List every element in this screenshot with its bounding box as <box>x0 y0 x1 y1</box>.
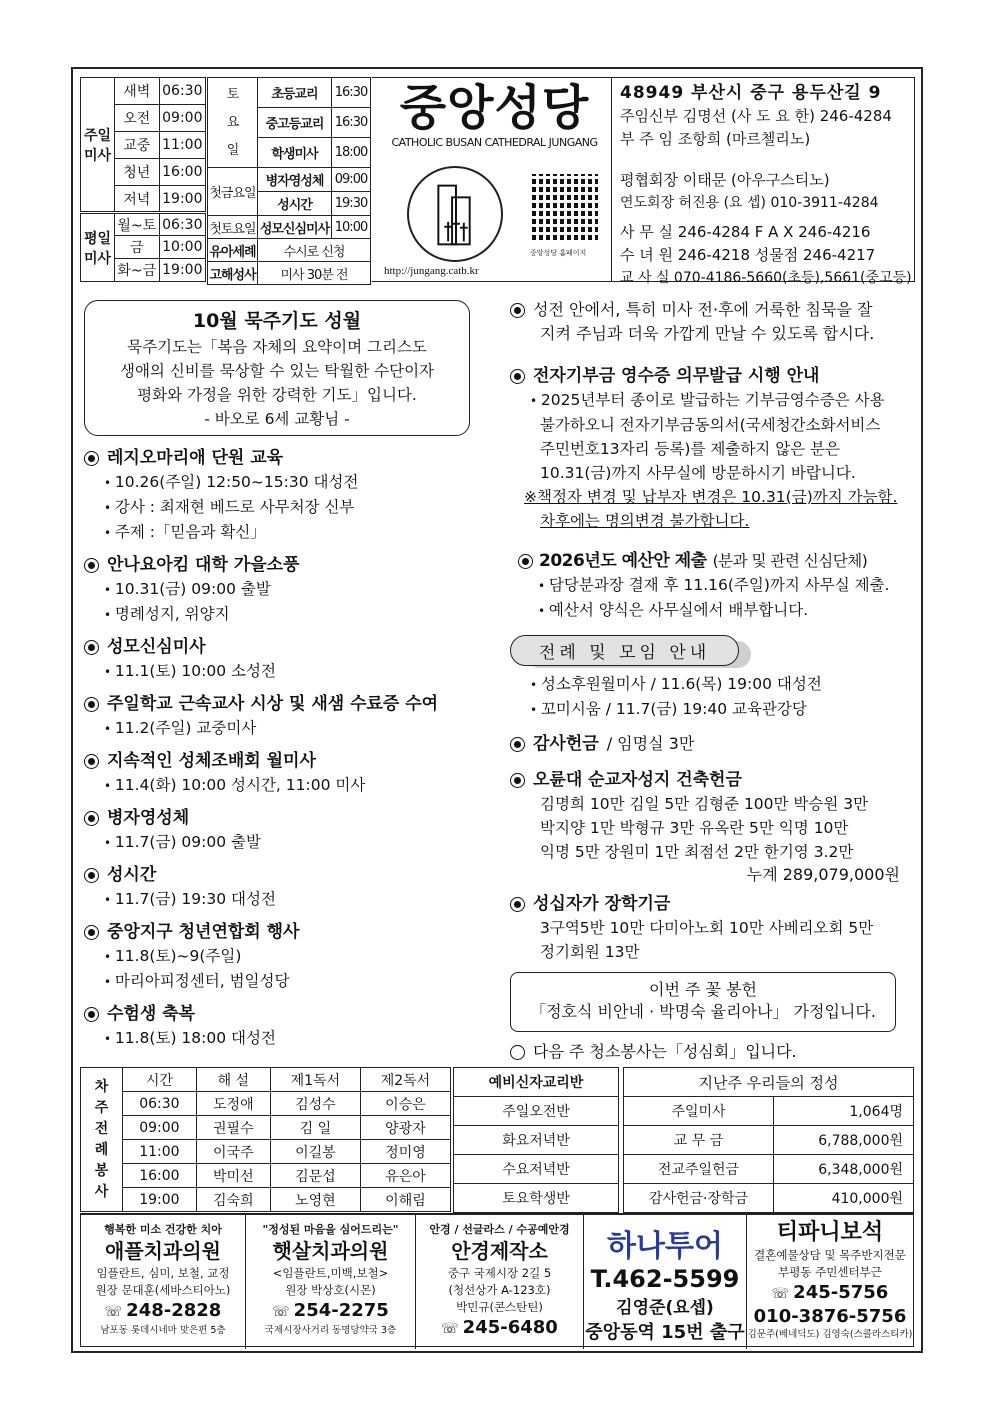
rosary-line: 생애의 신비를 묵상할 수 있는 탁월한 수단이자 <box>119 362 435 380</box>
rosary-month-box <box>84 300 470 436</box>
offering-amount: 6,788,000원 <box>774 1126 914 1155</box>
confession-label: 고해성사 <box>208 262 258 285</box>
budget-item: • 예산서 양식은 사무실에서 배부합니다. <box>510 598 920 623</box>
flower-text: 「정호식 비안네 · 박명숙 율리아나」 가정입니다. <box>530 1002 876 1021</box>
server-name: 정미영 <box>360 1140 450 1164</box>
circle-bullet-icon <box>510 1045 525 1060</box>
mass-name: 교중 <box>115 132 160 159</box>
column-header: 해 설 <box>196 1068 270 1092</box>
section-item: • 마리아피정센터, 범일성당 <box>84 969 500 994</box>
section-item: • 11.7(금) 09:00 출발 <box>84 830 500 855</box>
cleaning-notice <box>510 1040 920 1064</box>
section-title: 2026년도 예산안 제출 <box>539 551 707 571</box>
offering-amount: 6,348,000원 <box>774 1155 914 1184</box>
serving-label: 차 주 전 례 봉 사 <box>81 1068 123 1212</box>
radio-bullet-icon <box>510 773 525 788</box>
offering-amount: 1,064명 <box>774 1097 914 1126</box>
sunday-mass-label: 주일 미사 <box>81 78 115 213</box>
ad-phone: 254-2275 <box>293 1300 389 1321</box>
ad-footer: 남포동 롯데시네마 맞은편 5층 <box>100 1325 226 1336</box>
announcement-section <box>84 806 500 855</box>
announcement-section <box>84 863 500 912</box>
flower-offering-box <box>510 972 896 1032</box>
serving-time: 16:00 <box>123 1164 197 1188</box>
radio-bullet-icon <box>84 868 99 883</box>
catechism-class: 토요학생반 <box>454 1184 619 1213</box>
phone-icon: ☏ <box>104 1304 123 1320</box>
scholarship-title <box>510 892 920 916</box>
receipt-line: 주민번호13자리 등록)를 제출하지 않은 분은 <box>540 440 841 458</box>
mass-time: 06:30 <box>159 78 205 105</box>
schedule-name: 학생미사 <box>258 138 332 168</box>
offering-row <box>624 1184 914 1213</box>
announcements-right <box>510 298 920 1064</box>
ad-line: 원장 문대훈(세바스티아노) <box>95 1283 231 1297</box>
liturgy-heading-pill: 전례 및 모임 안내 <box>510 635 739 666</box>
section-title: 성모신심미사 <box>107 637 206 657</box>
server-name: 이국주 <box>196 1140 270 1164</box>
ad-phone-2: 010-3876-5756 <box>753 1306 907 1327</box>
weekday-mass-label: 평일 미사 <box>81 213 115 282</box>
phone-icon: ☏ <box>441 1321 459 1337</box>
schedule-name: 성모신심미사 <box>258 216 332 239</box>
section-title: 안나요아킴 대학 가을소풍 <box>107 555 300 575</box>
column-header: 제1독서 <box>270 1068 360 1092</box>
rosary-attribution: - 바오로 6세 교황님 - <box>204 410 350 428</box>
website-link[interactable]: http://jungang.catb.kr <box>384 265 479 277</box>
serving-time: 19:00 <box>123 1188 197 1212</box>
advertisement <box>747 1215 913 1349</box>
server-name: 양광자 <box>360 1116 450 1140</box>
liturgy-item: • 꼬미시움 / 11.7(금) 19:40 교육관강당 <box>510 697 920 722</box>
mass-name: 오전 <box>115 105 160 132</box>
offering-label: 주일미사 <box>624 1097 774 1126</box>
offering-label: 감사헌금·장학금 <box>624 1184 774 1213</box>
ad-phone-row <box>416 1316 583 1341</box>
ad-location: 중앙동역 15번 출구 <box>585 1322 745 1343</box>
catechism-class: 주일오전반 <box>454 1097 619 1126</box>
section-title-row <box>84 446 500 470</box>
logo-area <box>372 77 612 282</box>
teacher-phone-line: 교 사 실 070-4186-5660(초등),5661(중고등) <box>620 270 912 286</box>
receipt-line: 10.31(금)까지 사무실에 방문하시기 바랍니다. <box>540 464 856 482</box>
schedule-time: 10:00 <box>332 216 371 239</box>
ad-line: 임플란트, 심미, 보철, 교정 <box>96 1266 230 1280</box>
ad-line: 박민규(콘스탄틴) <box>456 1300 543 1314</box>
server-name: 이승은 <box>360 1092 450 1116</box>
announcement-section <box>84 635 500 684</box>
offering-row <box>624 1155 914 1184</box>
radio-bullet-icon <box>84 640 99 655</box>
schedule-time: 09:00 <box>332 168 371 192</box>
mass-name: 저녁 <box>115 186 160 213</box>
serving-row <box>81 1140 451 1164</box>
offering-header-row <box>624 1068 914 1097</box>
serving-header-row <box>81 1068 451 1092</box>
weekday-mass-row <box>81 213 206 236</box>
convent-phone-line: 수 녀 원 246-4218 성물점 246-4217 <box>620 246 876 264</box>
silence-line: 지켜 주님과 더욱 가깝게 만날 수 있도록 합시다. <box>540 324 875 343</box>
silence-line: 성전 안에서, 특히 미사 전·후에 거룩한 침묵을 잘 <box>533 300 873 319</box>
section-item: • 11.4(화) 10:00 성시간, 11:00 미사 <box>84 773 500 798</box>
section-title: 레지오마리애 단원 교육 <box>107 448 284 468</box>
cumulative-total: 누계 289,079,000원 <box>746 865 900 884</box>
rosary-title: 10월 묵주기도 성월 <box>192 310 362 332</box>
ad-phone-row <box>747 1281 913 1306</box>
ad-tagline: "정성된 마음을 심어드리는" <box>262 1223 399 1236</box>
mass-time: 19:00 <box>159 259 205 282</box>
section-title-row <box>84 1002 500 1026</box>
offering-header: 지난주 우리들의 정성 <box>624 1068 914 1097</box>
confession-value: 미사 30분 전 <box>258 262 371 285</box>
mass-name: 화~금 <box>115 259 160 282</box>
offering-label: 전교주일헌금 <box>624 1155 774 1184</box>
serving-row <box>81 1188 451 1212</box>
server-name: 도정애 <box>196 1092 270 1116</box>
offering-table <box>623 1067 914 1213</box>
server-name: 박미선 <box>196 1164 270 1188</box>
catechism-table <box>453 1067 619 1213</box>
mass-time: 09:00 <box>159 105 205 132</box>
mass-time: 19:00 <box>159 186 205 213</box>
budget-section-title <box>510 549 920 573</box>
serving-time: 06:30 <box>123 1092 197 1116</box>
section-title: 오륜대 순교자성지 건축헌금 <box>533 770 742 790</box>
section-title: 성십자가 장학기금 <box>533 894 671 914</box>
receipt-line: • 2025년부터 종이로 발급하는 기부금영수증은 사용 <box>510 388 920 413</box>
radio-bullet-icon <box>84 754 99 769</box>
schedule-time: 16:30 <box>332 78 371 108</box>
server-name: 김성수 <box>270 1092 360 1116</box>
ad-tagline: 행복한 미소 건강한 치아 <box>104 1223 222 1236</box>
ad-name: 하나투어 <box>607 1229 723 1264</box>
mass-name: 금 <box>115 236 160 259</box>
mass-schedule-left <box>80 77 206 282</box>
section-item: • 10.26(주일) 12:50~15:30 대성전 <box>84 470 500 495</box>
ads-strip <box>80 1213 914 1347</box>
section-item: • 11.7(금) 19:30 대성전 <box>84 887 500 912</box>
mass-name: 월~토 <box>115 213 160 236</box>
catechism-row <box>454 1184 619 1213</box>
baptism-value: 수시로 신청 <box>258 239 371 262</box>
schedule-time: 19:30 <box>332 192 371 216</box>
section-title: 지속적인 성체조배회 월미사 <box>107 751 316 771</box>
server-name: 김숙희 <box>196 1188 270 1212</box>
advertisement <box>81 1215 246 1349</box>
ad-phone: T.462-5599 <box>590 1265 740 1293</box>
thanks-offering-title <box>510 732 920 756</box>
radio-bullet-icon <box>84 925 99 940</box>
server-name: 이해림 <box>360 1188 450 1212</box>
donor-line: 정기회원 13만 <box>540 943 640 961</box>
church-info <box>612 77 915 286</box>
offering-label: 교 무 금 <box>624 1126 774 1155</box>
ad-line: (청선상가 A-123호) <box>448 1283 551 1297</box>
serving-row <box>81 1116 451 1140</box>
mass-time: 06:30 <box>159 213 205 236</box>
radio-bullet-icon <box>510 303 525 318</box>
radio-bullet-icon <box>518 554 533 569</box>
qr-code-icon[interactable] <box>532 174 598 240</box>
ad-phone: 245-6480 <box>462 1317 558 1338</box>
section-item: • 11.8(토) 18:00 대성전 <box>84 1026 500 1051</box>
server-name: 노영현 <box>270 1188 360 1212</box>
announcement-section <box>84 553 500 627</box>
section-title-row <box>84 806 500 830</box>
radio-bullet-icon <box>84 697 99 712</box>
budget-item: • 담당분과장 결재 후 11.16(주일)까지 사무실 제출. <box>510 573 920 598</box>
schedule-name: 초등교리 <box>258 78 332 108</box>
receipt-line: 불가하오니 전자기부금동의서(국세청간소화서비스 <box>540 416 881 434</box>
mass-name: 청년 <box>115 159 160 186</box>
rosary-line: 평화와 가정을 위한 강력한 기도」입니다. <box>137 386 417 404</box>
catechism-row <box>454 1126 619 1155</box>
ad-footer: 국제시장사거리 동명당약국 3층 <box>264 1325 397 1336</box>
ad-line: 원장 박상호(시몬) <box>285 1283 376 1297</box>
section-title-row <box>84 920 500 944</box>
rosary-line: 묵주기도는「복음 자체의 요약이며 그리스도 <box>127 338 427 356</box>
church-seal-icon <box>407 166 503 262</box>
ad-phone-row <box>246 1299 415 1324</box>
radio-bullet-icon <box>84 558 99 573</box>
receipt-section-title <box>510 364 920 388</box>
flower-title: 이번 주 꽃 봉헌 <box>649 980 757 999</box>
ad-contact: 김영준(요셉) <box>616 1298 714 1318</box>
announcement-section <box>84 1002 500 1051</box>
serving-row <box>81 1092 451 1116</box>
section-item: • 명례성지, 위양지 <box>84 602 500 627</box>
church-english-name: CATHOLIC BUSAN CATHEDRAL JUNGANG <box>391 136 598 149</box>
mass-time: 10:00 <box>159 236 205 259</box>
section-item: • 강사 : 최재현 베드로 사무처장 신부 <box>84 495 500 520</box>
radio-bullet-icon <box>510 737 525 752</box>
schedule-name: 성시간 <box>258 192 332 216</box>
liturgy-item: • 성소후원월미사 / 11.6(목) 19:00 대성전 <box>510 672 920 697</box>
first-saturday-label: 첫토요일 <box>208 216 258 239</box>
radio-bullet-icon <box>510 897 525 912</box>
funeral-president-line: 연도회장 허진용 (요 셉) 010-3911-4284 <box>620 195 879 211</box>
column-header: 제2독서 <box>360 1068 450 1092</box>
schedule-time: 16:30 <box>332 108 371 138</box>
ad-name: 안경제작소 <box>451 1239 548 1263</box>
ad-name: 햇살치과의원 <box>272 1239 389 1263</box>
donor-line: 박지양 1만 박형규 3만 유옥란 5만 익명 10만 <box>540 819 849 837</box>
catechism-header: 예비신자교리반 <box>454 1068 619 1097</box>
phone-icon: ☏ <box>771 1286 790 1302</box>
ad-line: 중구 국제시장 2길 5 <box>447 1266 552 1280</box>
section-item: • 11.2(주일) 교중미사 <box>84 716 500 741</box>
radio-bullet-icon <box>84 451 99 466</box>
section-title-row <box>84 553 500 577</box>
schedule-name: 병자영성체 <box>258 168 332 192</box>
schedule-name: 중고등교리 <box>258 108 332 138</box>
radio-bullet-icon <box>510 369 525 384</box>
radio-bullet-icon <box>84 1007 99 1022</box>
phone-icon: ☏ <box>272 1304 290 1320</box>
first-friday-label: 첫금요일 <box>208 168 258 216</box>
mass-name: 새벽 <box>115 78 160 105</box>
office-phone-line: 사 무 실 246-4284 F A X 246-4216 <box>620 223 871 241</box>
server-name: 유은아 <box>360 1164 450 1188</box>
sunday-mass-row <box>81 78 206 105</box>
serving-table <box>80 1067 451 1212</box>
announcement-section <box>84 749 500 798</box>
schedule-time: 18:00 <box>332 138 371 168</box>
ad-name: 티파니보석 <box>776 1220 884 1245</box>
offering-amount: 410,000원 <box>774 1184 914 1213</box>
section-title: 병자영성체 <box>107 808 190 828</box>
section-title: 수험생 축복 <box>107 1004 196 1024</box>
receipt-note: 차후에는 명의변경 불가합니다. <box>540 512 750 530</box>
section-title-row <box>84 749 500 773</box>
section-title: 전자기부금 영수증 의무발급 시행 안내 <box>533 366 820 386</box>
oryundae-title <box>510 768 920 792</box>
section-item: • 11.8(토)~9(주일) <box>84 944 500 969</box>
advertisement <box>584 1215 747 1349</box>
section-title-row <box>84 635 500 659</box>
baptism-label: 유아세례 <box>208 239 258 262</box>
section-title: 성시간 <box>107 865 157 885</box>
donor-line: 익명 5만 장원미 1만 최점선 2만 한기영 3.2만 <box>540 843 854 861</box>
column-header: 시간 <box>123 1068 197 1092</box>
ad-line: 부평동 주민센터부근 <box>778 1265 882 1279</box>
server-name: 김 일 <box>270 1116 360 1140</box>
receipt-note: ※책정자 변경 및 납부자 변경은 10.31(금)까지 가능함. <box>524 488 898 506</box>
server-name: 권필수 <box>196 1116 270 1140</box>
donor-line: 3구역5반 10만 다미아노회 10만 사베리오회 5만 <box>540 919 874 937</box>
announcement-section <box>84 692 500 741</box>
church-name-logo: 중앙성당 <box>399 80 590 136</box>
section-title: 중앙지구 청년연합회 행사 <box>107 922 300 942</box>
pastor-line: 주임신부 김명선 (사 도 요 한) 246-4284 <box>620 107 892 125</box>
radio-bullet-icon <box>84 811 99 826</box>
section-title-row <box>84 692 500 716</box>
serving-row <box>81 1164 451 1188</box>
ad-line: 결혼예물상담 및 목주반지전문 <box>754 1248 906 1262</box>
catechism-row <box>454 1097 619 1126</box>
ad-footer: 김문주(베네딕도) 김영숙(스콜라스티카) <box>747 1329 913 1340</box>
ad-name: 애플치과의원 <box>105 1239 221 1263</box>
ad-phone: 248-2828 <box>126 1300 222 1321</box>
serving-time: 09:00 <box>123 1116 197 1140</box>
advertisement <box>246 1215 416 1349</box>
cleaning-text: 다음 주 청소봉사는「성심회」입니다. <box>533 1042 797 1061</box>
section-item: • 주제 :「믿음과 확신」 <box>84 520 500 545</box>
catechism-header-row <box>454 1068 619 1097</box>
section-title-row <box>84 863 500 887</box>
silence-notice <box>510 298 920 322</box>
thanks-offering-detail: / 임명실 3만 <box>606 734 695 753</box>
catechism-class: 수요저녁반 <box>454 1155 619 1184</box>
ad-line: <임플란트,미백,보철> <box>272 1266 389 1280</box>
council-president-line: 평협회장 이태문 (아우구스티노) <box>620 171 830 189</box>
mass-time: 16:00 <box>159 159 205 186</box>
section-title: 주일학교 근속교사 시상 및 새샘 수료증 수여 <box>107 694 439 714</box>
ad-phone-row <box>81 1299 245 1324</box>
offering-row <box>624 1126 914 1155</box>
donor-line: 김명희 10만 김일 5만 김형준 100만 박승원 3만 <box>540 795 869 813</box>
assistant-pastor-line: 부 주 임 조항희 (마르첼리노) <box>620 130 811 148</box>
address: 48949 부산시 중구 용두산길 9 <box>620 83 882 103</box>
mass-schedule-right <box>207 77 371 285</box>
offering-row <box>624 1097 914 1126</box>
section-title-suffix: (분과 및 관련 신심단체) <box>712 552 868 570</box>
announcement-section <box>84 446 500 545</box>
server-name: 이길봉 <box>270 1140 360 1164</box>
catechism-class: 화요저녁반 <box>454 1126 619 1155</box>
advertisement <box>416 1215 584 1349</box>
ad-tagline: 안경 / 선글라스 / 수공예안경 <box>429 1223 570 1236</box>
announcement-section <box>84 920 500 994</box>
section-title: 감사헌금 <box>533 734 599 754</box>
server-name: 김문섭 <box>270 1164 360 1188</box>
catechism-row <box>454 1155 619 1184</box>
serving-time: 11:00 <box>123 1140 197 1164</box>
saturday-label: 토 요 일 <box>208 78 258 168</box>
ad-phone: 245-5756 <box>793 1282 889 1303</box>
announcements-left <box>84 446 500 1059</box>
section-item: • 11.1(토) 10:00 소성전 <box>84 659 500 684</box>
section-item: • 10.31(금) 09:00 출발 <box>84 577 500 602</box>
mass-time: 11:00 <box>159 132 205 159</box>
qr-caption: 중앙성당 홈페이지 <box>530 249 587 257</box>
